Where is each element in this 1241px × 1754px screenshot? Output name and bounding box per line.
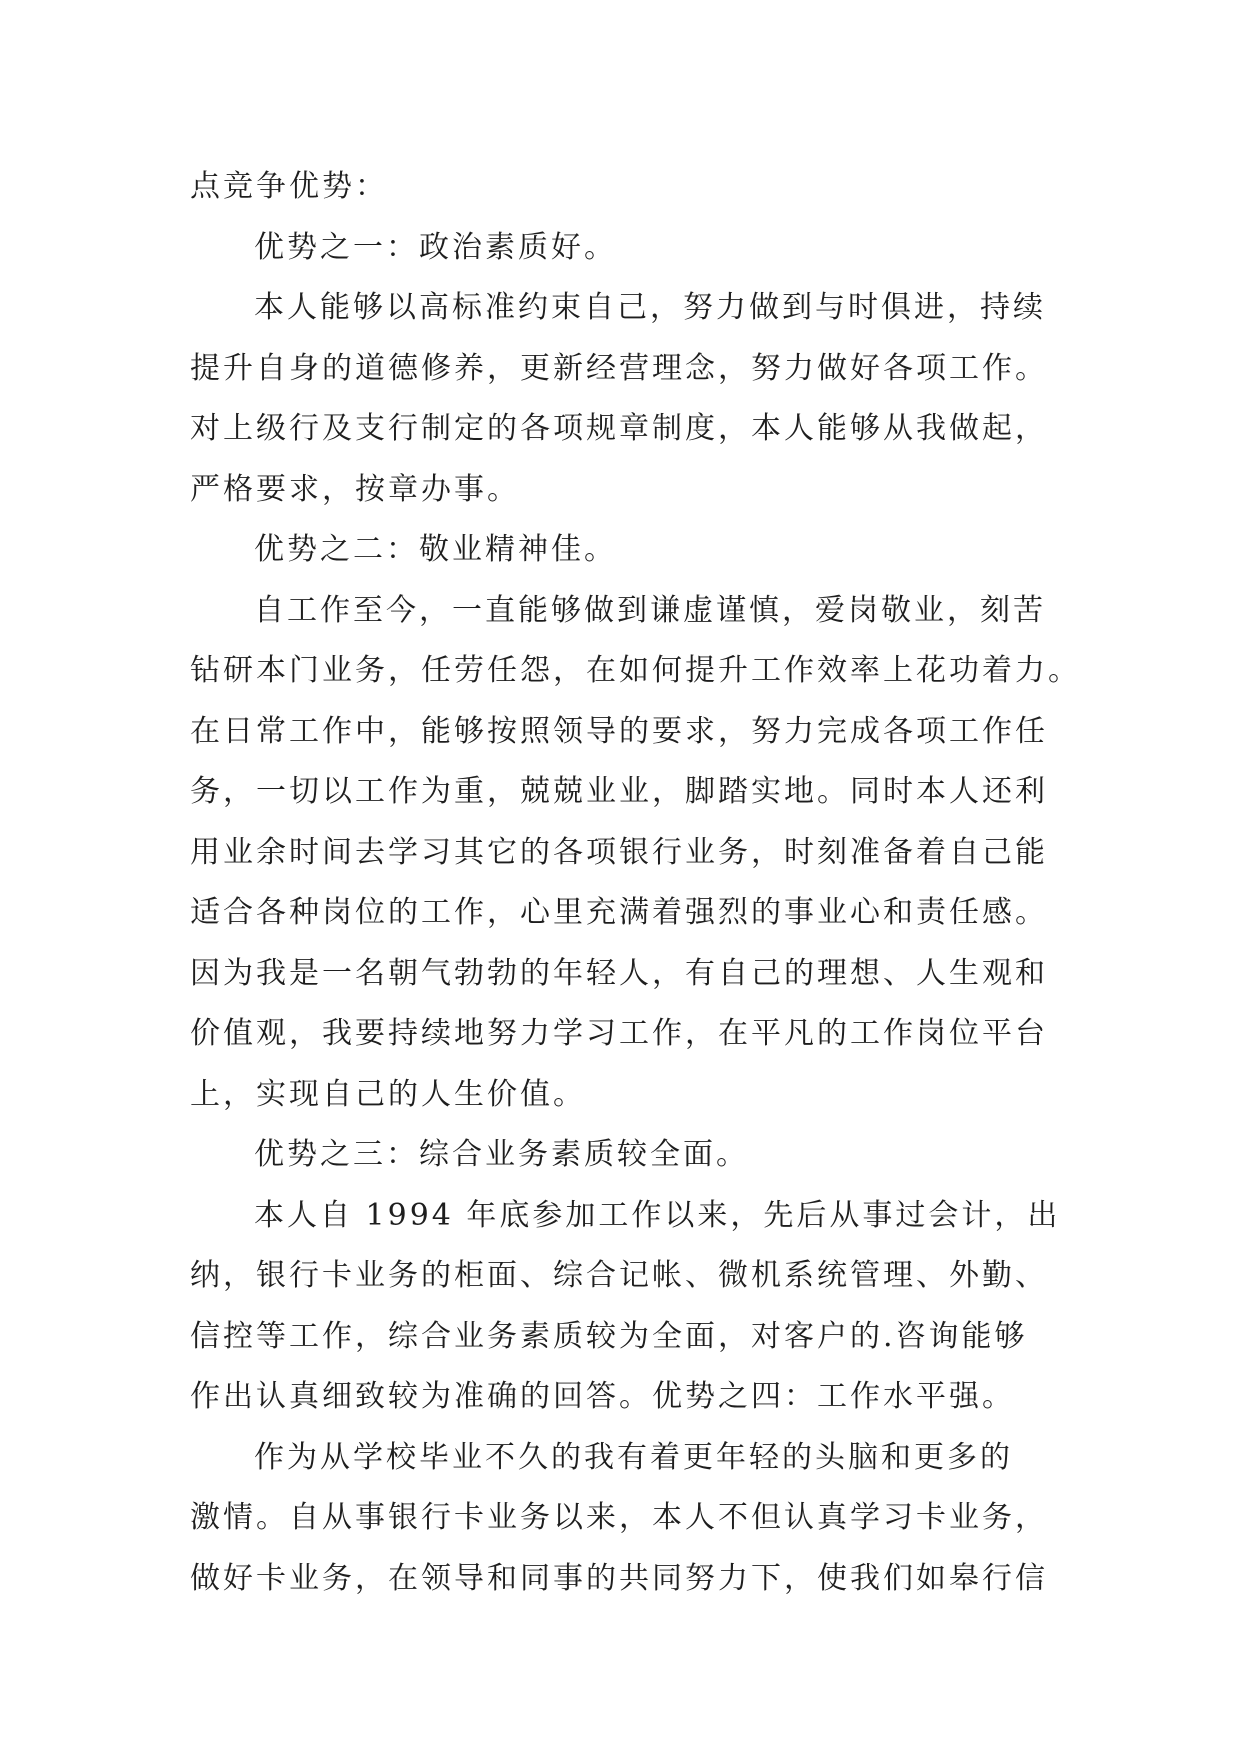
text-line: 钻研本门业务，任劳任怨，在如何提升工作效率上花功着力。: [190, 653, 1081, 688]
text-line: 上，实现自己的人生价值。: [190, 1076, 586, 1112]
text-line: 信控等工作，综合业务素质较为全面，对客户的.咨询能够: [190, 1318, 1028, 1354]
text-line: 自工作至今，一直能够做到谦虚谨慎，爱岗敬业，刻苦: [254, 592, 1046, 628]
text-line: 本人能够以高标准约束自己，努力做到与时俱进，持续: [254, 290, 1046, 325]
text-line: 做好卡业务，在领导和同事的共同努力下，使我们如皋行信: [190, 1560, 1048, 1596]
document-body: [190, 157, 1081, 1609]
text-line: 价值观，我要持续地努力学习工作，在平凡的工作岗位平台: [190, 1016, 1048, 1051]
text-line: 提升自身的道德修养，更新经营理念，努力做好各项工作。: [190, 350, 1048, 386]
text-line: 本人自 1994 年底参加工作以来，先后从事过会计，出: [254, 1197, 1061, 1233]
text-line: 务，一切以工作为重，兢兢业业，脚踏实地。同时本人还利: [190, 774, 1048, 809]
text-line: 作出认真细致较为准确的回答。优势之四：工作水平强。: [190, 1379, 1015, 1414]
text-line: 严格要求，按章办事。: [190, 471, 520, 507]
text-line: 优势之三：综合业务素质较全面。: [254, 1137, 749, 1172]
text-line: 作为从学校毕业不久的我有着更年轻的头脑和更多的: [254, 1439, 1013, 1475]
text-line: 激情。自从事银行卡业务以来，本人不但认真学习卡业务，: [190, 1500, 1048, 1535]
text-line: 点竞争优势：: [190, 169, 388, 204]
text-line: 用业余时间去学习其它的各项银行业务，时刻准备着自己能: [190, 834, 1048, 870]
text-line: 因为我是一名朝气勃勃的年轻人，有自己的理想、人生观和: [190, 955, 1048, 991]
text-line: 对上级行及支行制定的各项规章制度，本人能够从我做起，: [190, 411, 1048, 446]
text-line: 在日常工作中，能够按照领导的要求，努力完成各项工作任: [190, 713, 1048, 749]
text-line: 纳，银行卡业务的柜面、综合记帐、微机系统管理、外勤、: [190, 1258, 1048, 1293]
text-line: 优势之一：政治素质好。: [254, 229, 617, 265]
text-line: 适合各种岗位的工作，心里充满着强烈的事业心和责任感。: [190, 895, 1048, 930]
text-line: 优势之二：敬业精神佳。: [254, 532, 617, 567]
